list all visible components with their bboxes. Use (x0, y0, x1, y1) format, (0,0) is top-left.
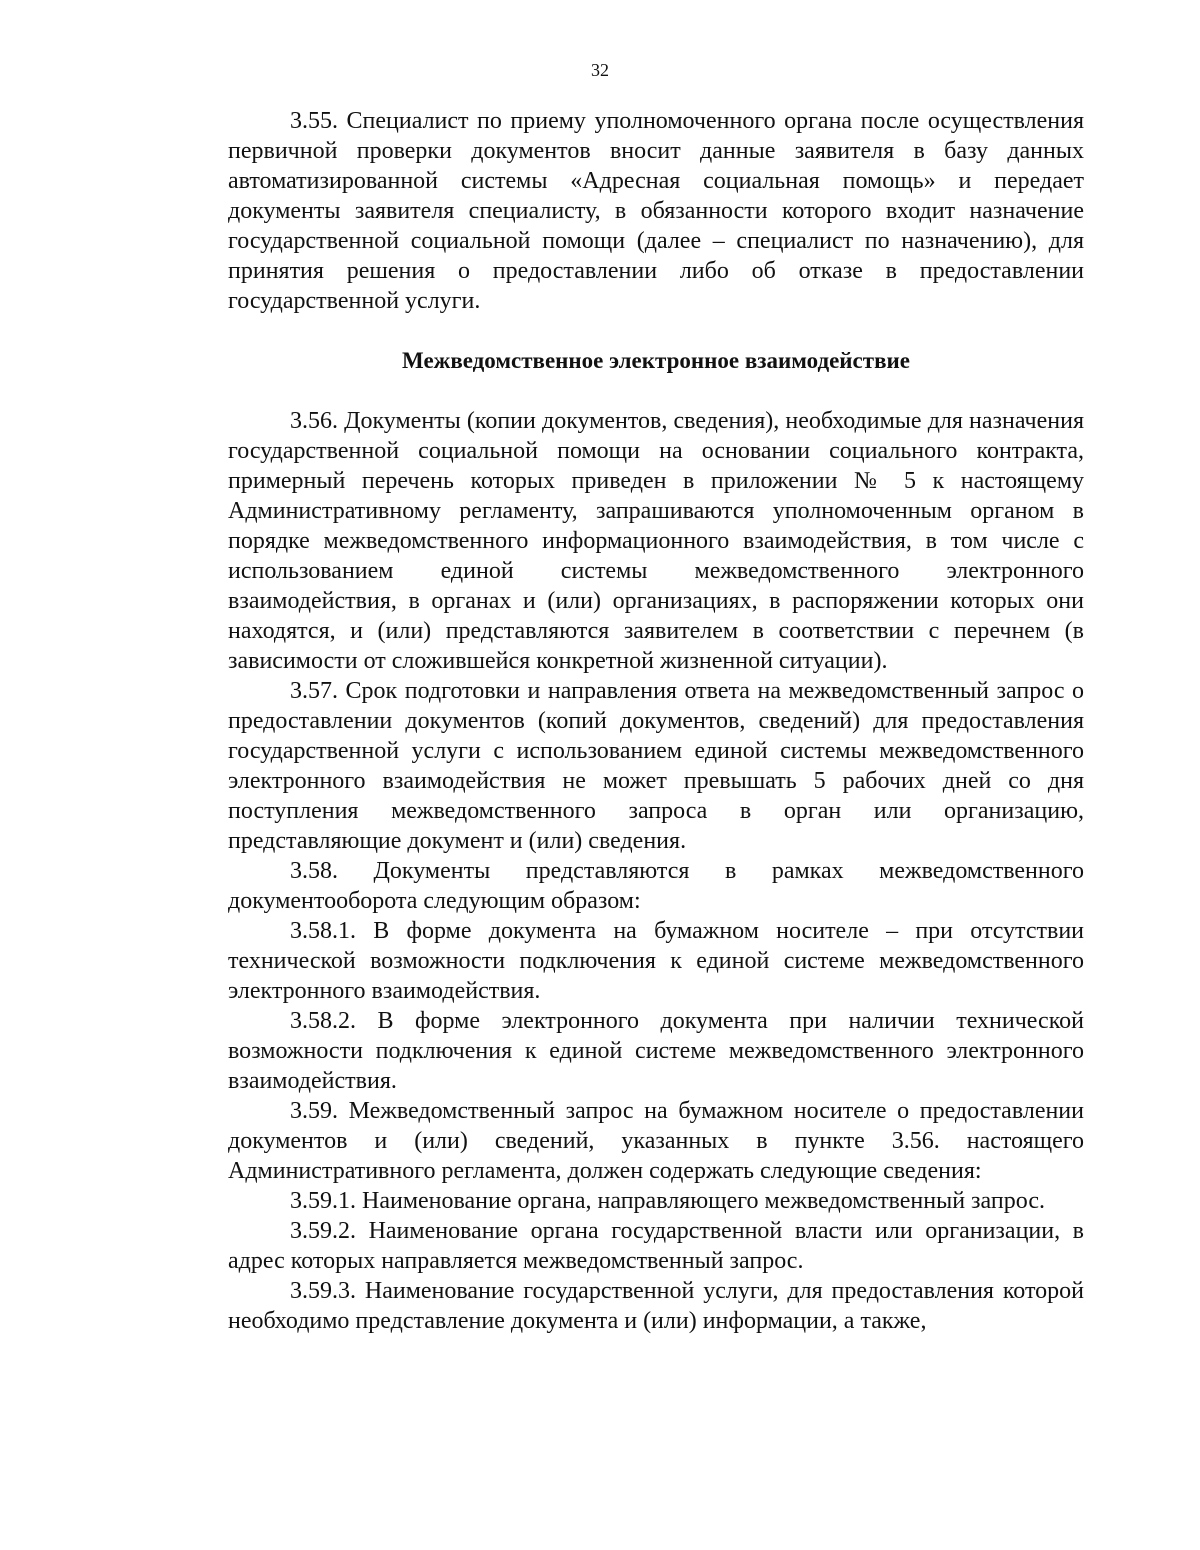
paragraph-3-57: 3.57. Срок подготовки и направления ответа на межведомственный запрос о предоставлении документов (копий документов, сведений) для предоставления государственной услуги с использованием единой системы межведомственного электронного взаимодействия не может превышать 5 рабочих дней со дня поступления межведомственного запроса в орган или организацию, представляющие документ и (или) сведения. (228, 678, 1084, 854)
paragraph-3-59-2: 3.59.2. Наименование органа государственной власти или организации, в адрес которых направляется межведомственный запрос. (228, 1218, 1084, 1274)
paragraph-3-56: 3.56. Документы (копии документов, сведения), необходимые для назначения государственной социальной помощи на основании социального контракта, примерный перечень которых приведен в приложении № 5 к настоящему Административному регламенту, запрашиваются уполномоченным органом в порядке межведомственного информационного взаимодействия, в том числе с использованием единой системы межведомственного электронного взаимодействия, в органах и (или) организациях, в распоряжении которых они находятся, и (или) представляются заявителем в соответствии с перечнем (в зависимости от сложившейся конкретной жизненной ситуации). (228, 408, 1084, 674)
paragraph-3-59-3: 3.59.3. Наименование государственной услуги, для предоставления которой необходимо представление документа и (или) информации, а также, (228, 1278, 1084, 1334)
paragraph-3-59-1: 3.59.1. Наименование органа, направляющего межведомственный запрос. (290, 1188, 1045, 1214)
document-body (228, 106, 1084, 1336)
paragraph-3-58: 3.58. Документы представляются в рамках межведомственного документооборота следующим образом: (228, 858, 1084, 914)
paragraph-3-55: 3.55. Специалист по приему уполномоченного органа после осуществления первичной проверки документов вносит данные заявителя в базу данных автоматизированной системы «Адресная социальная помощь» и передает документы заявителя специалисту, в обязанности которого входит назначение государственной социальной помощи (далее – специалист по назначению), для принятия решения о предоставлении либо об отказе в предоставлении государственной услуги. (228, 108, 1084, 314)
page-number: 32 (591, 60, 609, 80)
paragraph-3-59: 3.59. Межведомственный запрос на бумажном носителе о предоставлении документов и (или) сведений, указанных в пункте 3.56. настоящего Административного регламента, должен содержать следующие сведения: (228, 1098, 1084, 1184)
section-heading: Межведомственное электронное взаимодействие (402, 348, 910, 373)
paragraph-3-58-2: 3.58.2. В форме электронного документа при наличии технической возможности подключения к единой системе межведомственного электронного взаимодействия. (228, 1008, 1084, 1094)
paragraph-3-58-1: 3.58.1. В форме документа на бумажном носителе – при отсутствии технической возможности подключения к единой системе межведомственного электронного взаимодействия. (228, 918, 1084, 1004)
